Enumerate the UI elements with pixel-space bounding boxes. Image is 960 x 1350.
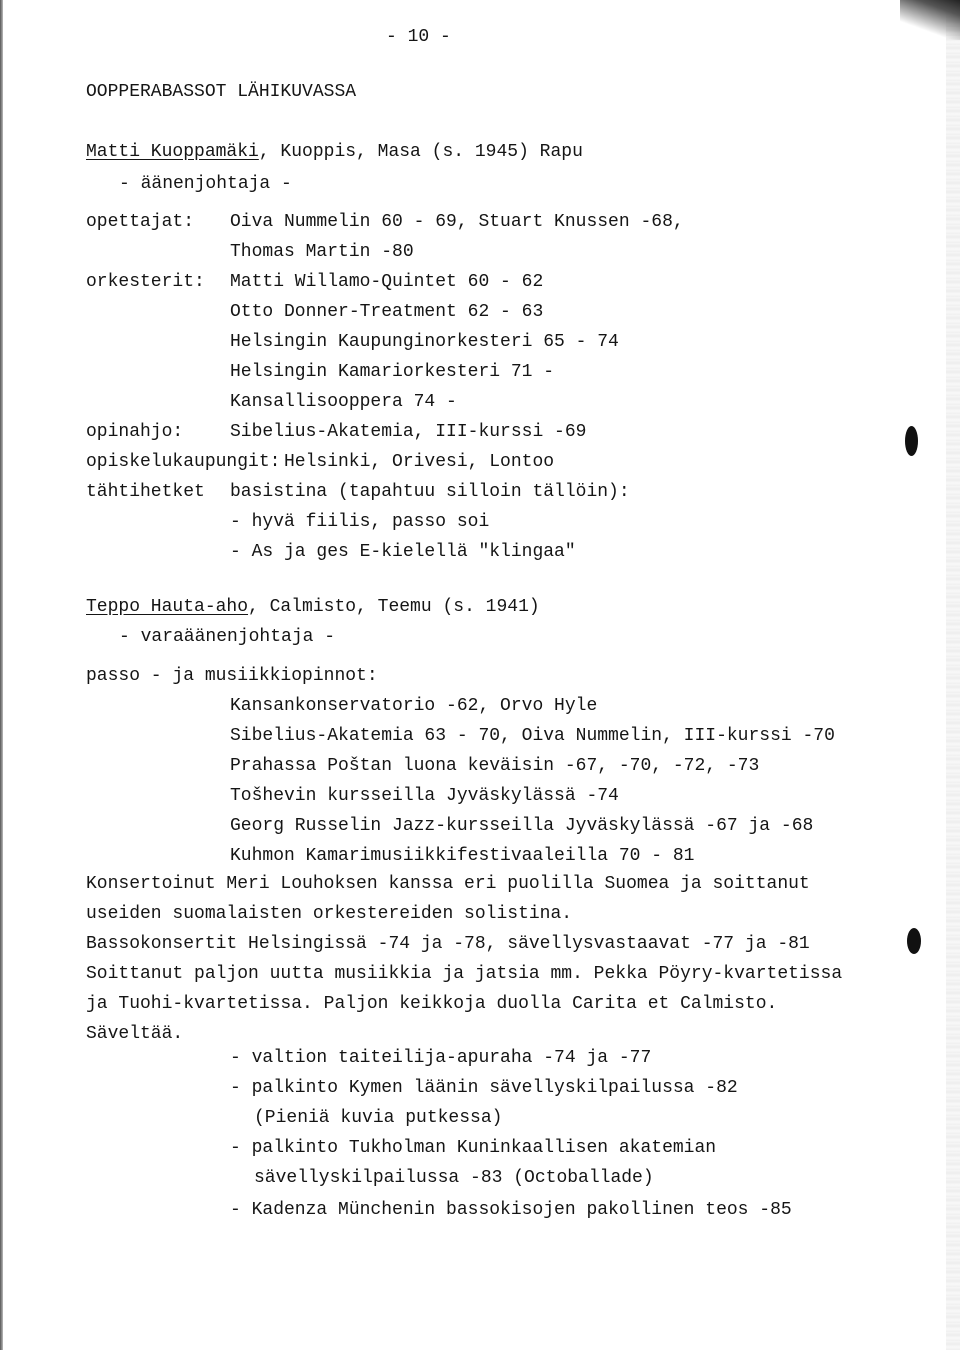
person1-highlights-intro: basistina (tapahtuu silloin tällöin): xyxy=(230,482,630,502)
page-edge-right xyxy=(946,0,960,1350)
person2-name: Teppo Hauta-aho xyxy=(86,597,249,617)
page-edge-left xyxy=(0,0,3,1350)
person1-study-cities: Helsinki, Orivesi, Lontoo xyxy=(284,452,555,472)
person2-paragraph-line: Soittanut paljon uutta musiikkia ja jatsia mm. Pekka Pöyry-kvartetissa xyxy=(86,964,843,984)
ink-blot-2 xyxy=(907,928,921,954)
scan-corner-shadow xyxy=(900,0,960,40)
person2-award-item: - palkinto Tukholman Kuninkaallisen akatemian xyxy=(230,1138,717,1158)
person1-orchestra-item: Helsingin Kamariorkesteri 71 - xyxy=(230,362,555,382)
ink-blot-1 xyxy=(905,426,918,456)
person1-orchestra-item: Kansallisooppera 74 - xyxy=(230,392,457,412)
person2-paragraph-line: Säveltää. xyxy=(86,1024,184,1044)
person2-study-item: Tošhevin kursseilla Jyväskylässä -74 xyxy=(230,786,619,806)
person1-education: Sibelius-Akatemia, III-kurssi -69 xyxy=(230,422,587,442)
person1-education-label: opinahjo: xyxy=(86,422,184,442)
person2-award-item: - palkinto Kymen läänin sävellyskilpailussa -82 xyxy=(230,1078,738,1098)
person2-paragraph-line: ja Tuohi-kvartetissa. Paljon keikkoja duolla Carita et Calmisto. xyxy=(86,994,778,1014)
person2-studies-label: passo - ja musiikkiopinnot: xyxy=(86,666,378,686)
person2-award-item: - valtion taiteilija-apuraha -74 ja -77 xyxy=(230,1048,652,1068)
person1-study-cities-label: opiskelukaupungit: xyxy=(86,452,281,472)
person2-study-item: Kansankonservatorio -62, Orvo Hyle xyxy=(230,696,598,716)
person2-paragraph-line: useiden suomalaisten orkestereiden solistina. xyxy=(86,904,573,924)
person2-award-item: - Kadenza Münchenin bassokisojen pakollinen teos -85 xyxy=(230,1200,792,1220)
person2-paragraph-line: Konsertoinut Meri Louhoksen kanssa eri puolilla Suomea ja soittanut xyxy=(86,874,810,894)
person2-heading-rest: , Calmisto, Teemu (s. 1941) xyxy=(248,597,540,617)
person1-highlight-item: - As ja ges E-kielellä "klingaa" xyxy=(230,542,576,562)
person2-award-item: (Pieniä kuvia putkessa) xyxy=(254,1108,503,1128)
person1-teachers-label: opettajat: xyxy=(86,212,195,232)
person2-heading xyxy=(86,596,540,618)
person2-paragraph-line: Bassokonsertit Helsingissä -74 ja -78, sävellysvastaavat -77 ja -81 xyxy=(86,934,810,954)
person1-heading xyxy=(86,141,583,163)
person2-study-item: Sibelius-Akatemia 63 - 70, Oiva Nummelin, III-kurssi -70 xyxy=(230,726,835,746)
person1-highlights-label: tähtihetket xyxy=(86,482,205,502)
person2-role: - varaäänenjohtaja - xyxy=(119,627,336,647)
person2-study-item: Kuhmon Kamarimusiikkifestivaaleilla 70 - 81 xyxy=(230,846,695,866)
person2-study-item: Georg Russelin Jazz-kursseilla Jyväskylässä -67 ja -68 xyxy=(230,816,814,836)
person2-award-item: sävellyskilpailussa -83 (Octoballade) xyxy=(254,1168,654,1188)
person1-orchestra-item: Otto Donner-Treatment 62 - 63 xyxy=(230,302,544,322)
person1-heading-rest: , Kuoppis, Masa (s. 1945) Rapu xyxy=(258,142,583,162)
section-title: OOPPERABASSOT LÄHIKUVASSA xyxy=(86,82,357,102)
person1-teacher-line: Oiva Nummelin 60 - 69, Stuart Knussen -68, xyxy=(230,212,684,232)
page-number: - 10 - xyxy=(386,27,451,47)
person2-study-item: Prahassa Poštan luona keväisin -67, -70, -72, -73 xyxy=(230,756,760,776)
person1-orchestras-label: orkesterit: xyxy=(86,272,205,292)
person1-highlight-item: - hyvä fiilis, passo soi xyxy=(230,512,490,532)
person1-orchestra-item: Matti Willamo-Quintet 60 - 62 xyxy=(230,272,544,292)
person1-orchestra-item: Helsingin Kaupunginorkesteri 65 - 74 xyxy=(230,332,619,352)
person1-role: - äänenjohtaja - xyxy=(119,174,292,194)
person1-name: Matti Kuoppamäki xyxy=(86,142,259,162)
person1-teacher-line: Thomas Martin -80 xyxy=(230,242,414,262)
